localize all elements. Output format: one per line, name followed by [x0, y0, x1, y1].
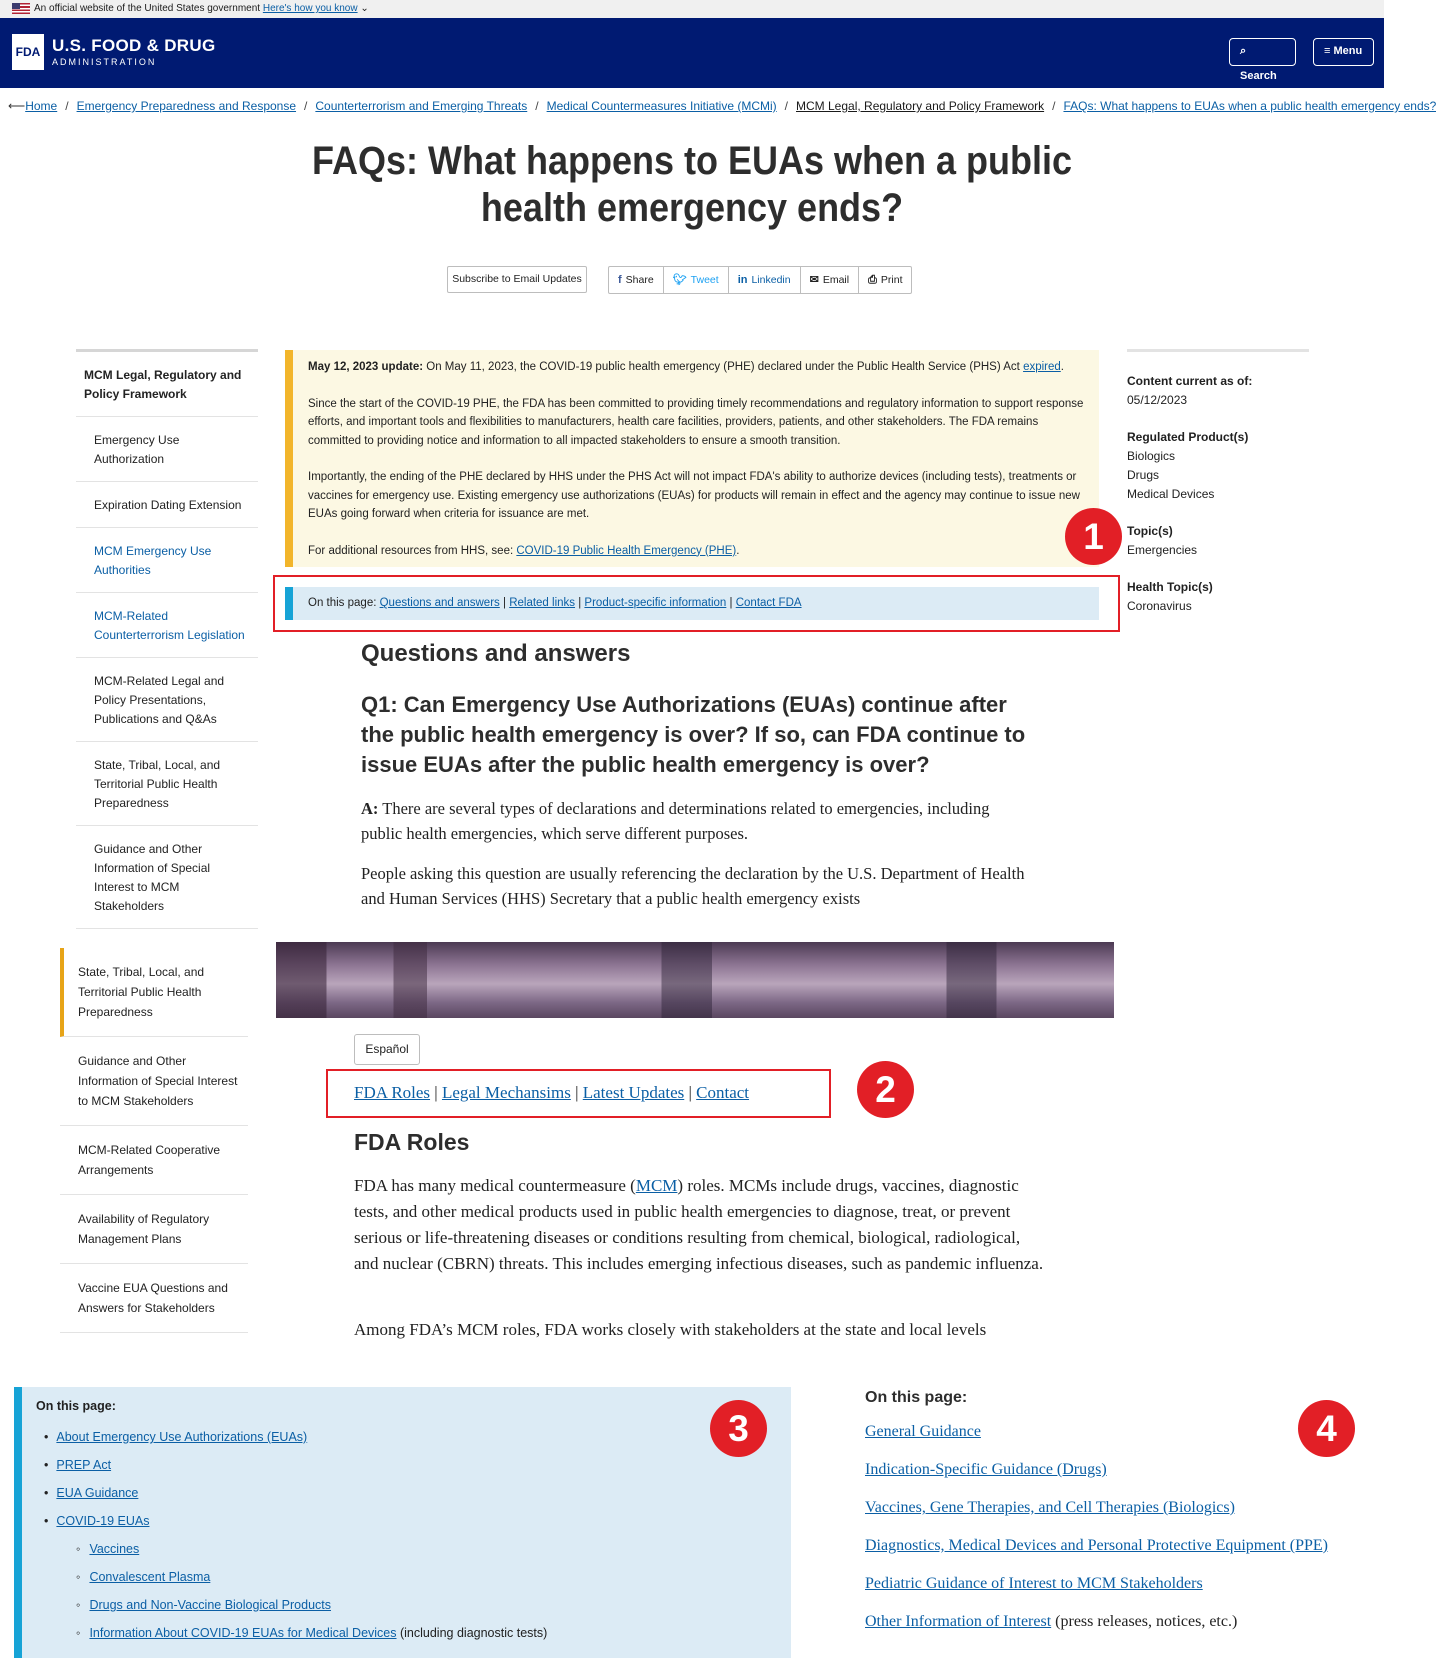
panel3-subitem — [36, 1591, 777, 1619]
facebook-icon: f — [618, 274, 622, 286]
panel3-item — [36, 1451, 777, 1479]
about-euas-link[interactable]: About Emergency Use Authorizations (EUAs) — [56, 1430, 308, 1444]
panel3-item — [36, 1423, 777, 1451]
search-button[interactable] — [1229, 38, 1296, 82]
sidebar2-item-state-tribal[interactable]: State, Tribal, Local, and Territorial Public Health Preparedness — [60, 948, 248, 1037]
pediatric-guidance-link[interactable]: Pediatric Guidance of Interest to MCM Stakeholders — [865, 1575, 1203, 1592]
answer-text: There are several types of declarations and determinations related to emergencies, including public health emergencies, which serve different purposes. — [361, 799, 990, 843]
indication-guidance-link[interactable]: Indication-Specific Guidance (Drugs) — [865, 1461, 1107, 1478]
linkedin-button[interactable] — [729, 267, 801, 293]
fda-roles-text-a: FDA has many medical countermeasure ( — [354, 1176, 636, 1195]
gov-banner-text: An official website of the United States government — [34, 3, 261, 14]
linkedin-icon: in — [737, 274, 748, 286]
annotation-badge-3: 3 — [710, 1400, 767, 1457]
sidebar-item-mcm-emergency-use[interactable]: MCM Emergency Use Authorities — [76, 528, 258, 593]
linkedin-label: Linkedin — [751, 274, 791, 286]
email-button[interactable] — [801, 267, 859, 293]
breadcrumb-mcm-legal[interactable]: MCM Legal, Regulatory and Policy Framework — [796, 99, 1045, 113]
phe-update-alert: May 12, 2023 update: On May 11, 2023, the COVID-19 public health emergency (PHE) declared under the Public Health Service (PHS) Act expired. Since the start of the COVID-19 PHE, the FDA has been committed to providing timely recommendations and regulatory information to support response efforts, and important tools and flexibilities to manufacturers, health care facilities, providers, patients, and other stakeholders. The FDA remains committed to providing notice and information to all impacted stakeholders to ensure a smooth transition. Importantly, the ending of the PHE declared by HHS under the PHS Act will not impact FDA's ability to authorize devices (including tests), treatments or vaccines for emergency use. Existing emergency use authorizations (EUAs) for products will remain in effect and the agency may continue to issue new EUAs going forward when criteria for issuance are met. For additional resources from HHS, see: COVID-19 Public Health Emergency (PHE). — [285, 350, 1099, 567]
warehouse-photo — [276, 942, 1114, 1018]
fda-roles-heading: FDA Roles — [354, 1129, 470, 1155]
breadcrumb-home[interactable]: Home — [25, 99, 58, 113]
menu-label: Menu — [1333, 45, 1363, 57]
sidebar-item-eua[interactable]: Emergency Use Authorization — [76, 417, 258, 482]
convalescent-plasma-link[interactable]: Convalescent Plasma — [89, 1570, 211, 1584]
section-links: FDA Roles | Legal Mechansims | Latest Updates | Contact — [354, 1083, 750, 1102]
print-label: Print — [880, 274, 903, 286]
panel3-item — [36, 1479, 777, 1507]
expired-link[interactable]: expired — [1023, 361, 1061, 373]
legal-mechanisms-link[interactable]: Legal Mechansims — [441, 1083, 571, 1102]
regulated-products-label: Regulated Product(s) — [1127, 430, 1249, 444]
on-this-page-panel — [14, 1387, 791, 1658]
other-info-link[interactable]: Other Information of Interest — [865, 1613, 1052, 1630]
sidebar-item-mcm-legal[interactable]: MCM Legal, Regulatory and Policy Framework — [76, 352, 258, 417]
product-medical-devices: Medical Devices — [1127, 487, 1215, 501]
fda-roles-paragraph-1 — [354, 1173, 1044, 1277]
alert-paragraph-2: Since the start of the COVID-19 PHE, the FDA has been committed to providing timely recommendations and regulatory information to support response efforts, and important tools and flexibilities to manufacturers, health care facilities, providers, patients, and other stakeholders. The FDA remains committed to providing notice and information to all impacted stakeholders to ensure a smooth transition. — [308, 397, 1084, 447]
panel4-label: On this page: — [865, 1389, 968, 1406]
sidebar-item-state-tribal[interactable]: State, Tribal, Local, and Territorial Public Health Preparedness — [76, 742, 258, 826]
gov-banner-link[interactable]: Here's how you know — [262, 3, 358, 14]
vaccines-link[interactable]: Vaccines — [89, 1542, 140, 1556]
eua-guidance-link[interactable]: EUA Guidance — [56, 1486, 139, 1500]
jump-related-links[interactable]: Related links — [509, 597, 576, 609]
left-sidebar-nav-secondary — [60, 948, 248, 1333]
on-this-page-guidance — [865, 1389, 1365, 1641]
tweet-label: Tweet — [690, 274, 719, 286]
sidebar-item-counterterrorism-legislation[interactable]: MCM-Related Counterterrorism Legislation — [76, 593, 258, 658]
fda-roles-paragraph-2: Among FDA’s MCM roles, FDA works closely with stakeholders at the state and local levels — [354, 1320, 987, 1339]
answer-label: A: — [361, 799, 379, 818]
mcm-link[interactable]: MCM — [635, 1176, 678, 1195]
sidebar-item-legal-presentations[interactable]: MCM-Related Legal and Policy Presentations, Publications and Q&As — [76, 658, 258, 742]
contact-link[interactable]: Contact — [696, 1083, 750, 1102]
breadcrumb-counterterrorism[interactable]: Counterterrorism and Emerging Threats — [315, 99, 528, 113]
sidebar2-item-vaccine-eua-qa[interactable]: Vaccine EUA Questions and Answers for Stakeholders — [60, 1264, 248, 1333]
product-biologics: Biologics — [1127, 449, 1176, 463]
fda-roles-link[interactable]: FDA Roles — [354, 1083, 431, 1102]
sidebar2-item-cooperative-arrangements[interactable]: MCM-Related Cooperative Arrangements — [60, 1126, 248, 1195]
annotation-badge-2: 2 — [857, 1061, 914, 1118]
diagnostics-ppe-link[interactable]: Diagnostics, Medical Devices and Personal Protective Equipment (PPE) — [865, 1537, 1329, 1554]
panel3-subitem — [36, 1535, 777, 1563]
annotation-badge-4: 4 — [1298, 1400, 1355, 1457]
panel3-label: On this page: — [36, 1399, 116, 1413]
health-topics-label: Health Topic(s) — [1127, 580, 1213, 594]
fda-roles-text-b: ) roles. MCMs include drugs, vaccines, diagnostic tests, and other medical products used in public health emergencies to diagnose, treat, or prevent serious or life-threatening diseases or conditions resulting from chemical, biological, radiological, and nuclear (CBRN) threats. This includes emerging infectious diseases, such as pandemic influenza. — [354, 1176, 1044, 1273]
content-metadata — [1127, 349, 1309, 616]
other-info-row — [865, 1603, 1365, 1641]
jump-contact-link[interactable]: Contact FDA — [735, 597, 802, 609]
share-facebook-button[interactable] — [609, 267, 664, 293]
jump-questions-link[interactable]: Questions and answers — [379, 597, 500, 609]
annotation-badge-1: 1 — [1065, 508, 1122, 565]
page-title — [69, 138, 1315, 232]
panel3-subitem — [36, 1619, 777, 1647]
other-info-suffix: (press releases, notices, etc.) — [1051, 1613, 1238, 1630]
share-bar — [608, 266, 912, 294]
alert-resources-text: For additional resources from HHS, see: — [308, 544, 517, 557]
sidebar-item-expiration-dating[interactable]: Expiration Dating Extension — [76, 482, 258, 528]
on-this-page-bar: On this page: Questions and answers | Related links | Product-specific information | Contact FDA — [285, 587, 1099, 620]
chevron-down-icon: ⌄ — [357, 3, 369, 14]
breadcrumb-emergency-preparedness[interactable]: Emergency Preparedness and Response — [76, 99, 297, 113]
back-arrow-icon: ⟵ — [8, 99, 26, 113]
breadcrumb-mcmi[interactable]: Medical Countermeasures Initiative (MCMi) — [546, 99, 777, 113]
sidebar-item-guidance[interactable]: Guidance and Other Information of Special Interest to MCM Stakeholders — [76, 826, 258, 929]
jump-product-info-link[interactable]: Product-specific information — [584, 597, 727, 609]
phe-resources-link[interactable]: COVID-19 Public Health Emergency (PHE) — [516, 544, 737, 557]
printer-icon: ⎙ — [868, 274, 877, 286]
medical-devices-suffix: (including diagnostic tests) — [396, 1626, 548, 1640]
print-button[interactable] — [859, 267, 911, 293]
health-topic-coronavirus: Coronavirus — [1127, 599, 1192, 613]
alert-update-text: On May 11, 2023, the COVID-19 public health emergency (PHE) declared under the Public Health Service (PHS) Act — [423, 361, 1024, 373]
medical-devices-euas-link[interactable]: Information About COVID-19 EUAs for Medical Devices — [89, 1626, 397, 1640]
espanol-button[interactable]: Español — [354, 1034, 420, 1065]
alert-date: May 12, 2023 update: — [308, 361, 424, 373]
drugs-biologics-link[interactable]: Drugs and Non-Vaccine Biological Products — [89, 1598, 331, 1612]
menu-button[interactable] — [1313, 38, 1374, 66]
subscribe-button[interactable]: Subscribe to Email Updates — [447, 266, 587, 293]
search-icon: ⌕ — [1240, 45, 1247, 57]
general-guidance-link[interactable]: General Guidance — [865, 1423, 981, 1440]
answer-paragraph-2: People asking this question are usually referencing the declaration by the U.S. Department of Health and Human Services (HHS) Secretary that a public health emergency exists — [361, 864, 1025, 908]
questions-heading: Questions and answers — [361, 640, 631, 667]
twitter-icon: 🐦︎ — [672, 274, 687, 286]
email-label: Email — [822, 274, 850, 286]
hamburger-icon: ≡ — [1324, 45, 1331, 57]
alert-paragraph-3: Importantly, the ending of the PHE declared by HHS under the PHS Act will not impact FDA's ability to authorize devices (including tests), treatments or vaccines for emergency use. Existing emergency use authorizations (EUAs) for products will remain in effect and the agency may continue to issue new EUAs going forward when criteria for issuance are met. — [308, 471, 1080, 520]
page-title-line-2: health emergency ends? — [480, 186, 904, 230]
logo-subtitle: ADMINISTRATION — [52, 57, 157, 67]
panel3-subitem — [36, 1563, 777, 1591]
us-flag-icon — [12, 3, 30, 14]
topics-label: Topic(s) — [1127, 524, 1173, 538]
sidebar2-item-management-plans[interactable]: Availability of Regulatory Management Plans — [60, 1195, 248, 1264]
sidebar2-item-guidance[interactable]: Guidance and Other Information of Special Interest to MCM Stakeholders — [60, 1037, 248, 1126]
question-1: Q1: Can Emergency Use Authorizations (EUAs) continue after the public health emergency is over? If so, can FDA continue to issue EUAs after the public health emergency is over? — [361, 692, 1026, 777]
breadcrumb: ⟵Home / Emergency Preparedness and Response / Counterterrorism and Emerging Threats / Medical Countermeasures Initiative (MCMi) / MCM Legal, Regulatory and Policy Framework / FAQs: What happens to EUAs when a public health emergency ends? — [8, 99, 1436, 113]
tweet-button[interactable] — [664, 267, 729, 293]
vaccines-gene-therapies-link[interactable]: Vaccines, Gene Therapies, and Cell Therapies (Biologics) — [865, 1499, 1235, 1516]
latest-updates-link[interactable]: Latest Updates — [582, 1083, 685, 1102]
product-drugs: Drugs — [1127, 468, 1160, 482]
envelope-icon: ✉ — [809, 274, 819, 286]
page-title-line-1: FAQs: What happens to EUAs when a public — [311, 139, 1073, 183]
covid-euas-link[interactable]: COVID-19 EUAs — [56, 1514, 150, 1528]
gov-banner — [0, 0, 1384, 18]
left-sidebar-nav — [76, 349, 258, 929]
prep-act-link[interactable]: PREP Act — [56, 1458, 112, 1472]
content-current-label: Content current as of: — [1127, 374, 1253, 388]
logo-title[interactable]: U.S. FOOD & DRUG — [52, 36, 216, 55]
panel3-item — [36, 1507, 777, 1535]
on-this-page-label: On this page: — [308, 597, 377, 609]
fda-logo[interactable]: FDA — [12, 34, 44, 70]
breadcrumb-current[interactable]: FAQs: What happens to EUAs when a public health emergency ends? — [1063, 99, 1436, 113]
topic-emergencies: Emergencies — [1127, 543, 1198, 557]
search-label: Search — [1240, 70, 1277, 82]
share-label: Share — [625, 274, 654, 286]
answer-1 — [361, 796, 1031, 846]
content-current-date: 05/12/2023 — [1127, 393, 1188, 407]
